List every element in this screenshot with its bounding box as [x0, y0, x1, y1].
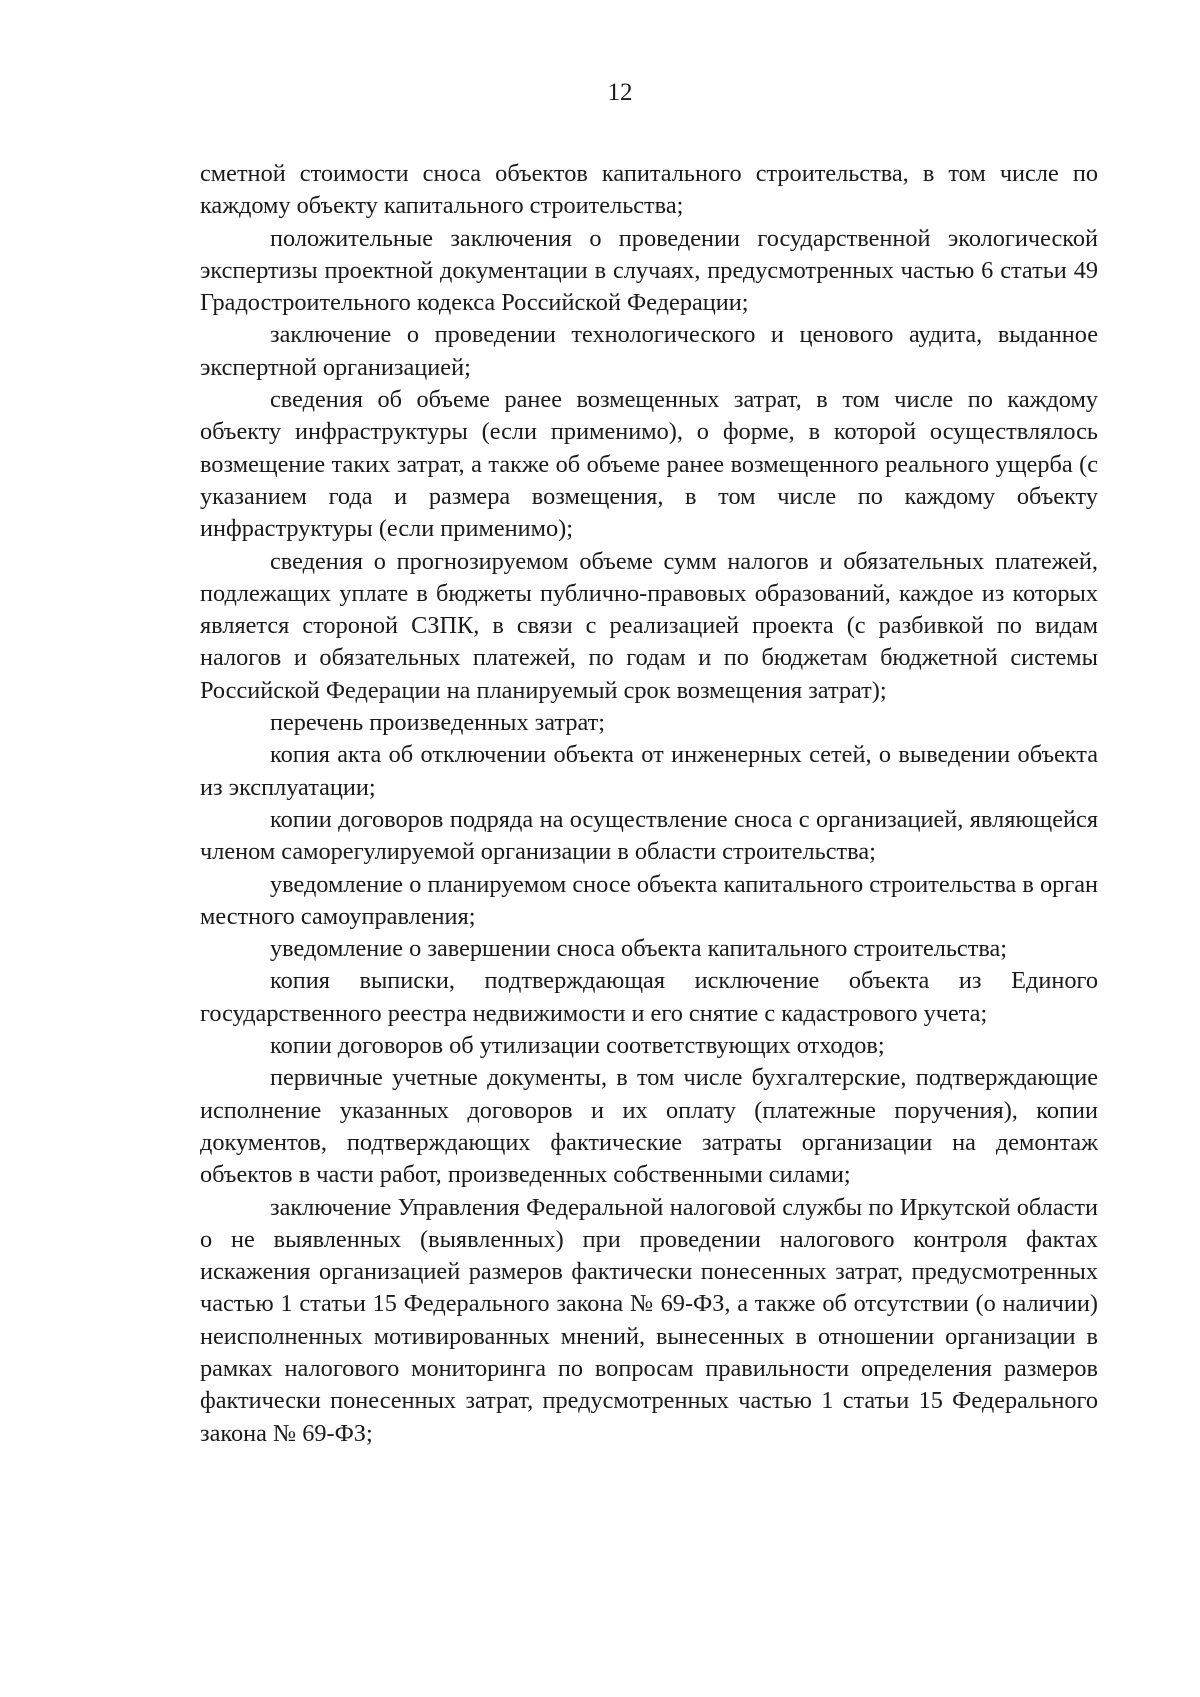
paragraph: перечень произведенных затрат;: [270, 709, 606, 737]
paragraph: заключение о проведении технологического и ценового аудита, выданное экспертной организацией;: [200, 321, 1098, 381]
page-number: 12: [607, 79, 633, 106]
document-body: [200, 158, 1098, 1450]
paragraph: копия выписки, подтверждающая исключение объекта из Единого государственного реестра недвижимости и его снятие с кадастрового учета;: [200, 967, 1098, 1027]
paragraph: копия акта об отключении объекта от инженерных сетей, о выведении объекта из эксплуатации;: [200, 741, 1098, 801]
paragraph: сведения о прогнозируемом объеме сумм налогов и обязательных платежей, подлежащих уплате в бюджеты публично-правовых образований, каждое из которых является стороной СЗПК, в связи с реализацией проекта (с разбивкой по видам налогов и обязательных платежей, по годам и по бюджетам бюджетной системы Российской Федерации на планируемый срок возмещения затрат);: [200, 547, 1098, 704]
paragraph: сметной стоимости сноса объектов капитального строительства, в том числе по каждому объекту капитального строительства;: [200, 160, 1098, 220]
paragraph: первичные учетные документы, в том числе бухгалтерские, подтверждающие исполнение указанных договоров и их оплату (платежные поручения), копии документов, подтверждающих фактические затраты организации на демонтаж объектов в части работ, произведенных собственными силами;: [200, 1064, 1098, 1189]
paragraph: копии договоров подряда на осуществление сноса с организацией, являющейся членом саморегулируемой организации в области строительства;: [200, 805, 1098, 866]
paragraph: уведомление о завершении сноса объекта капитального строительства;: [270, 935, 1008, 963]
paragraph: копии договоров об утилизации соответствующих отходов;: [270, 1032, 885, 1060]
paragraph: уведомление о планируемом сносе объекта капитального строительства в орган местного самоуправления;: [200, 870, 1098, 930]
paragraph: сведения об объеме ранее возмещенных затрат, в том числе по каждому объекту инфраструктуры (если применимо), о форме, в которой осуществлялось возмещение таких затрат, а также об объеме ранее возмещенного реального ущерба (с указанием года и размера возмещения, в том числе по каждому объекту инфраструктуры (если применимо);: [200, 386, 1098, 543]
paragraph: заключение Управления Федеральной налоговой службы по Иркутской области о не выявленных (выявленных) при проведении налогового контроля фактах искажения организацией размеров фактически понесенных затрат, предусмотренных частью 1 статьи 15 Федерального закона № 69-ФЗ, а также об отсутствии (о наличии) неисполненных мотивированных мнений, вынесенных в отношении организации в рамках налогового мониторинга по вопросам правильности определения размеров фактически понесенных затрат, предусмотренных частью 1 статьи 15 Федерального закона № 69-ФЗ;: [200, 1193, 1098, 1447]
paragraph: положительные заключения о проведении государственной экологической экспертизы проектной документации в случаях, предусмотренных частью 6 статьи 49 Градостроительного кодекса Российской Федерации;: [200, 224, 1098, 317]
